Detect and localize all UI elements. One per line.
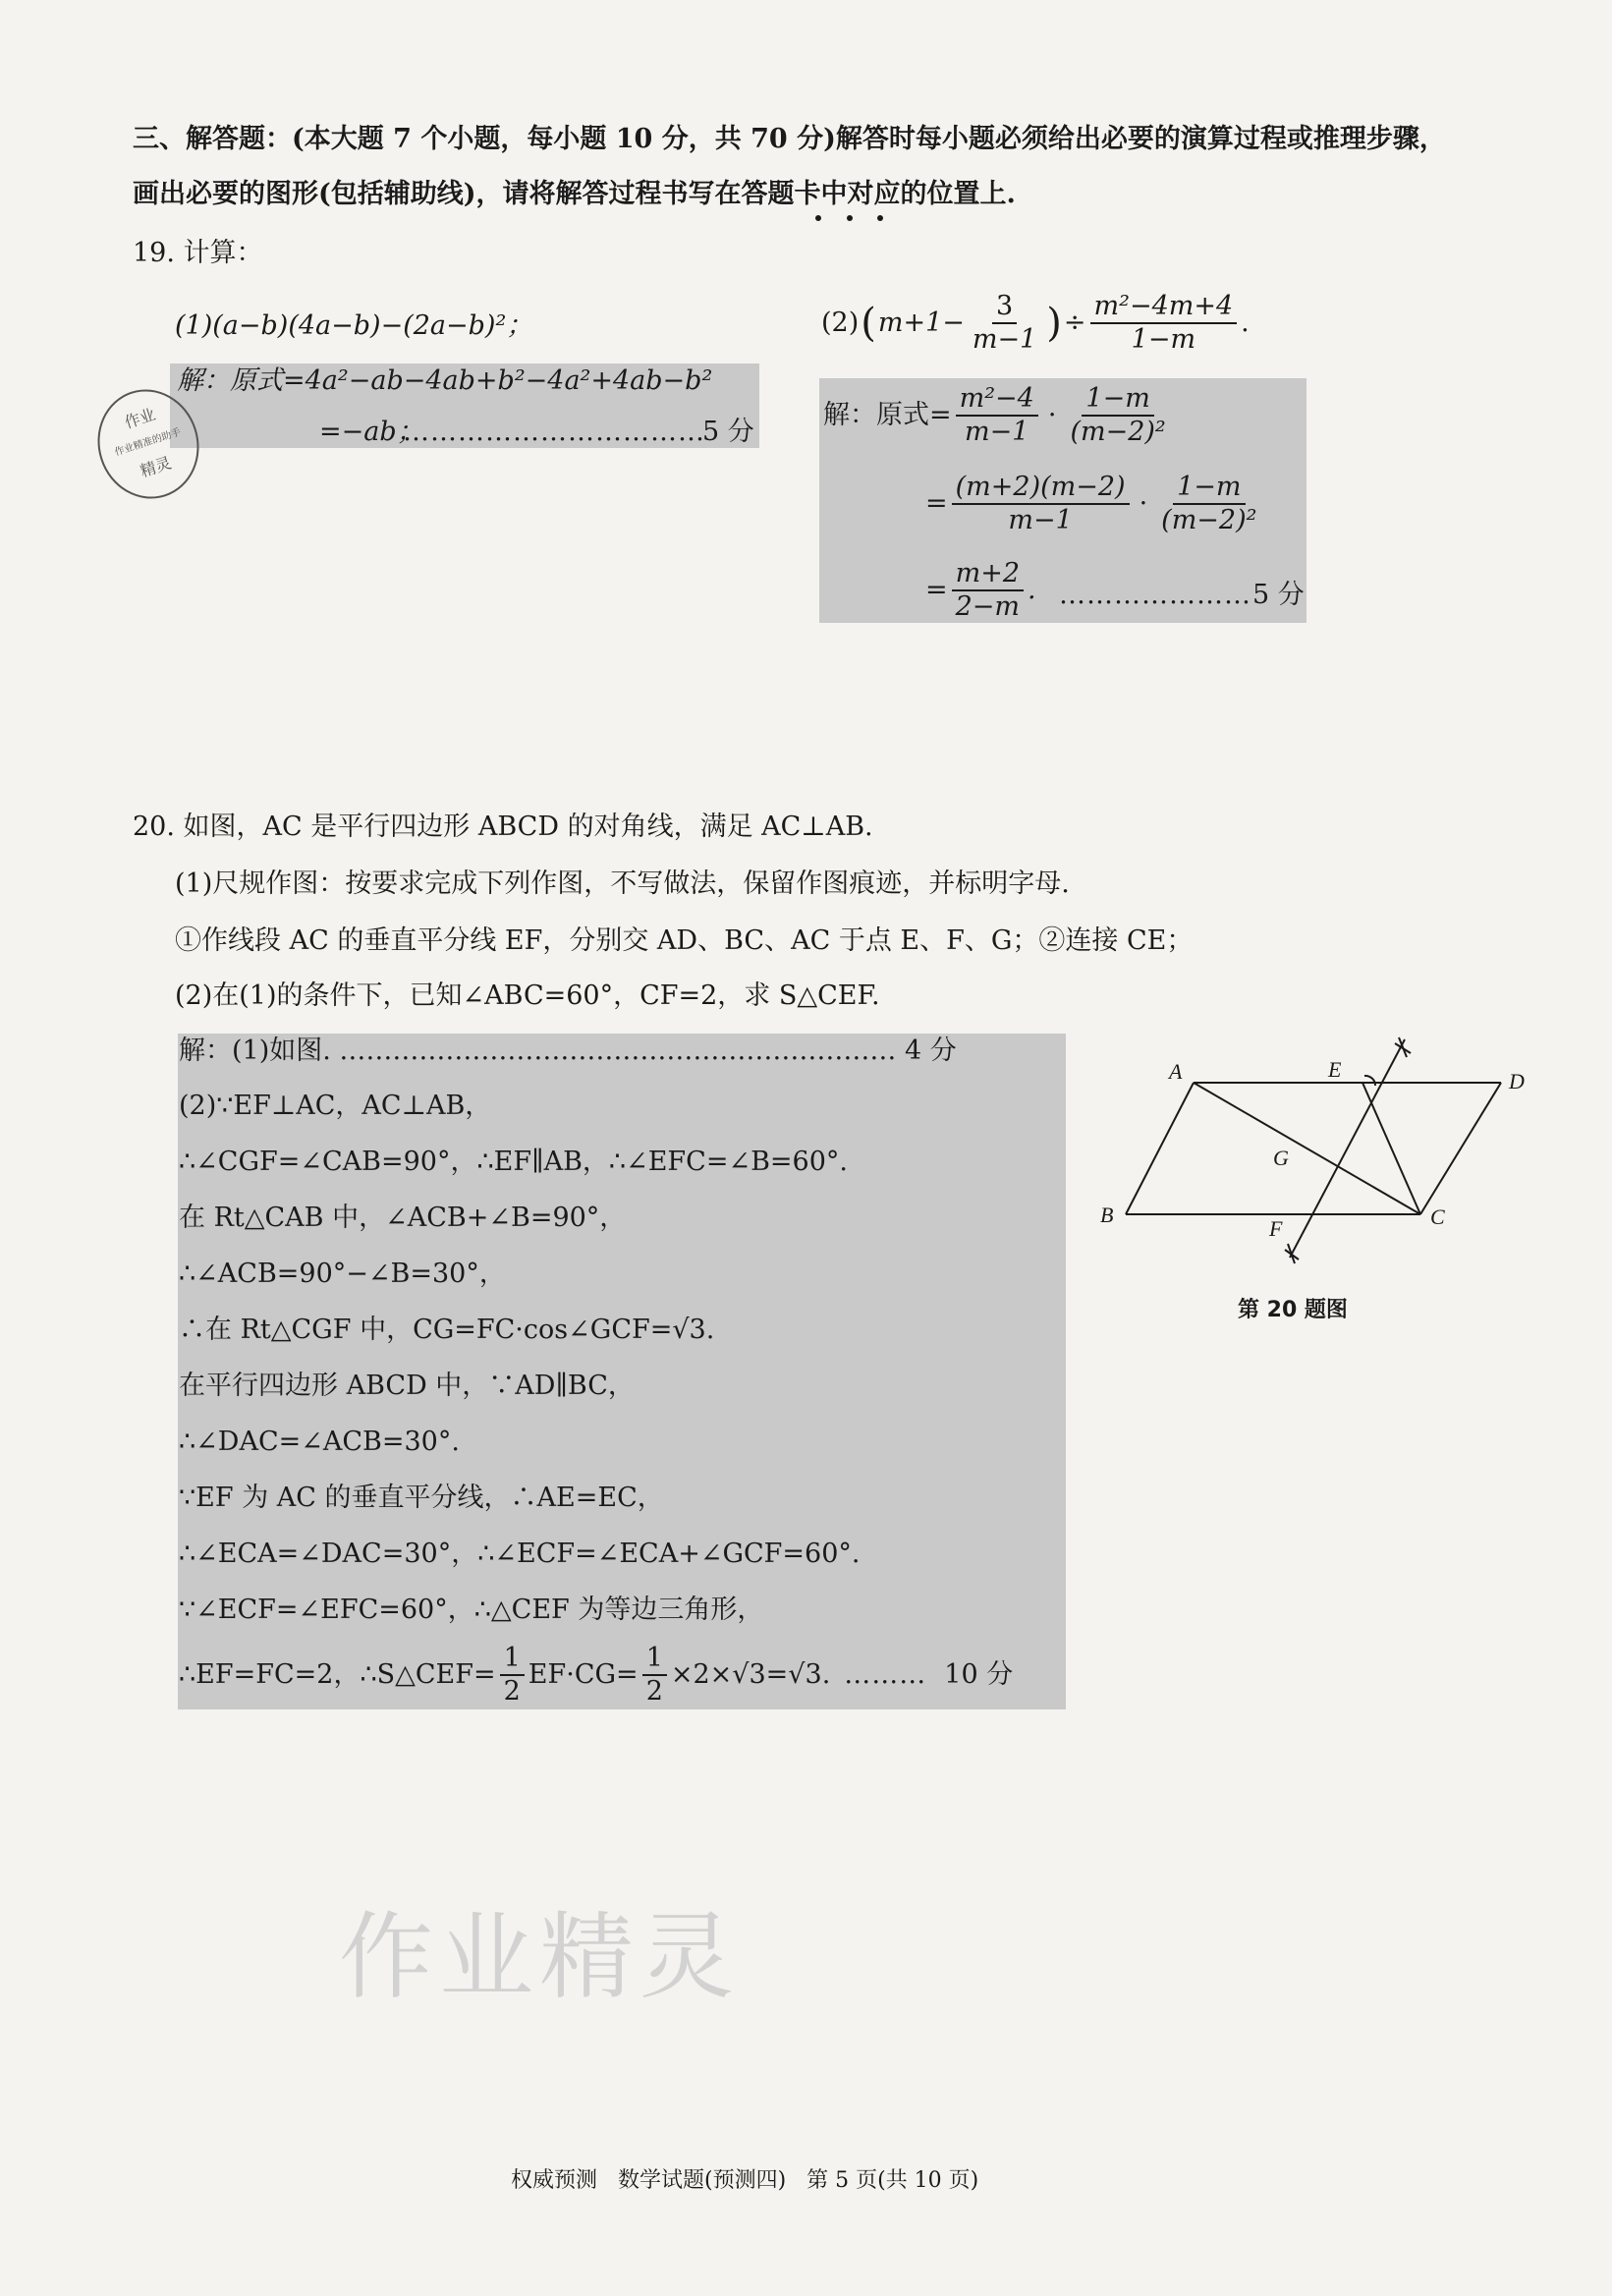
numerator: m²−4m+4 bbox=[1090, 291, 1238, 324]
q20-answer-line: 在平行四边形 ABCD 中，∵AD∥BC， bbox=[179, 1371, 635, 1401]
left-paren: ( bbox=[861, 301, 876, 346]
emphasis-dot bbox=[815, 215, 821, 221]
q20-answer-line: 解：(1)如图. ……………………………………………………… 4 分 bbox=[179, 1036, 957, 1066]
arc-mark bbox=[1364, 1076, 1375, 1086]
numerator: (m+2)(m−2) bbox=[952, 472, 1130, 505]
q20-answer-line: ∵EF 为 AC 的垂直平分线，∴AE=EC， bbox=[179, 1483, 664, 1513]
denominator: 2−m bbox=[955, 591, 1021, 622]
segment-AB bbox=[1126, 1083, 1194, 1214]
equals-sign: = bbox=[925, 575, 948, 605]
q19-part2-answer-line1 bbox=[823, 383, 1174, 448]
last-line-part-a: ∴EF=FC=2，∴S△CEF= bbox=[179, 1659, 496, 1690]
q20-answer-line: ∵∠ECF=∠EFC=60°，∴△CEF 为等边三角形， bbox=[179, 1595, 764, 1625]
q20-line1: 20. 如图，AC 是平行四边形 ABCD 的对角线，满足 AC⊥AB. bbox=[133, 812, 873, 842]
watermark: 作业精灵 bbox=[339, 1902, 740, 2012]
label-F: F bbox=[1269, 1216, 1283, 1241]
fraction bbox=[1090, 291, 1238, 356]
section-heading-line2: 画出必要的图形(包括辅助线)，请将解答过程书写在答题卡中对应的位置上. bbox=[133, 179, 1016, 209]
numerator: m+2 bbox=[952, 558, 1024, 591]
period: . bbox=[1241, 308, 1250, 338]
denominator: 2 bbox=[503, 1676, 521, 1707]
numerator: 1 bbox=[642, 1643, 667, 1676]
q19-label: 19. 计算： bbox=[133, 238, 263, 268]
diagonal-AC bbox=[1194, 1083, 1420, 1214]
fraction bbox=[952, 558, 1024, 623]
q19-part2-prefix: (2) bbox=[821, 308, 860, 338]
q19-part1-question: (1)(a−b)(4a−b)−(2a−b)²； bbox=[175, 310, 533, 341]
fraction bbox=[1157, 472, 1260, 536]
fraction bbox=[642, 1643, 667, 1708]
stamp-top-text: 作业 bbox=[122, 404, 158, 432]
q20-answer-line: ∴∠DAC=∠ACB=30°. bbox=[179, 1427, 460, 1457]
q19-part2-answer-line3 bbox=[925, 558, 1036, 623]
label-A: A bbox=[1169, 1059, 1183, 1084]
q20-answer-line: ∴∠CGF=∠CAB=90°，∴EF∥AB，∴∠EFC=∠B=60°. bbox=[179, 1147, 848, 1177]
q20-answer-line: ∴∠ACB=90°−∠B=30°， bbox=[179, 1259, 506, 1289]
fraction bbox=[969, 291, 1040, 356]
q20-line2: (1)尺规作图：按要求完成下列作图，不写做法，保留作图痕迹，并标明字母. bbox=[175, 868, 1070, 899]
q20-answer-line: (2)∵EF⊥AC，AC⊥AB， bbox=[179, 1091, 492, 1121]
label-E: E bbox=[1328, 1057, 1342, 1082]
denominator: 2 bbox=[645, 1676, 663, 1707]
answer-label: 解：原式= bbox=[823, 400, 952, 430]
fraction bbox=[500, 1643, 525, 1708]
q20-answer-line: 在 Rt△CAB 中，∠ACB+∠B=90°， bbox=[179, 1203, 627, 1233]
q19-part2-score: 5 分 bbox=[1252, 580, 1305, 610]
numerator: 3 bbox=[992, 291, 1017, 324]
q19-part2-dots: ………………… bbox=[1059, 580, 1251, 610]
multiply-dot: · bbox=[1047, 400, 1057, 430]
q19-part2-answer-line2 bbox=[925, 472, 1264, 536]
segment-DC bbox=[1420, 1083, 1501, 1214]
figure-caption: 第 20 题图 bbox=[1238, 1298, 1348, 1322]
q20-line3: ①作线段 AC 的垂直平分线 EF，分别交 AD、BC、AC 于点 E、F、G；②连接 CE； bbox=[175, 925, 1194, 956]
q19-part1-answer-line2: =−ab； bbox=[319, 417, 423, 447]
denominator: (m−2)² bbox=[1070, 417, 1166, 447]
last-line-part-b: EF·CG= bbox=[528, 1659, 639, 1690]
q19-part1-answer-line1: 解：原式=4a²−ab−4ab+b²−4a²+4ab−b² bbox=[177, 365, 713, 396]
equals-sign: = bbox=[925, 488, 948, 519]
fraction bbox=[956, 383, 1038, 448]
q19-part1-dots: …………………………… bbox=[403, 417, 705, 447]
label-G: G bbox=[1273, 1146, 1289, 1170]
q20-answer-line: ∴在 Rt△CGF 中，CG=FC·cos∠GCF=√3. bbox=[179, 1315, 715, 1345]
section-heading-line1: 三、解答题：(本大题 7 个小题，每小题 10 分，共 70 分)解答时每小题必须给出必要的演算过程或推理步骤， bbox=[133, 124, 1446, 154]
numerator: m²−4 bbox=[956, 383, 1038, 417]
denominator: m−1 bbox=[965, 417, 1029, 447]
page-footer: 权威预测 数学试题(预测四) 第 5 页(共 10 页) bbox=[511, 2168, 979, 2193]
q20-answer-line: ∴∠ECA=∠DAC=30°，∴∠ECF=∠ECA+∠GCF=60°. bbox=[179, 1539, 861, 1569]
denominator: (m−2)² bbox=[1161, 505, 1257, 535]
last-line-dots: ……… bbox=[844, 1659, 927, 1690]
fraction bbox=[952, 472, 1130, 536]
label-D: D bbox=[1509, 1069, 1525, 1093]
q19-part2-term: m+1− bbox=[877, 308, 965, 338]
numerator: 1 bbox=[500, 1643, 525, 1676]
q20-line4: (2)在(1)的条件下，已知∠ABC=60°，CF=2，求 S△CEF. bbox=[175, 980, 880, 1011]
right-paren: ) bbox=[1046, 301, 1062, 346]
stamp-middle-text: 作业精准的助手 bbox=[113, 426, 183, 459]
emphasis-dot bbox=[877, 215, 883, 221]
q20-figure bbox=[1081, 1022, 1552, 1277]
q19-part2-question bbox=[821, 291, 1250, 356]
emphasis-dot bbox=[847, 215, 853, 221]
fraction bbox=[1066, 383, 1169, 448]
denominator: m−1 bbox=[972, 324, 1037, 355]
stamp-bottom-text: 精灵 bbox=[138, 453, 174, 481]
divide-sign: ÷ bbox=[1063, 308, 1086, 338]
q20-answer-last-line bbox=[179, 1643, 1013, 1708]
numerator: 1−m bbox=[1173, 472, 1245, 505]
denominator: m−1 bbox=[1008, 505, 1073, 535]
label-C: C bbox=[1430, 1204, 1445, 1229]
last-line-part-c: ×2×√3=√3. bbox=[670, 1659, 831, 1690]
numerator: 1−m bbox=[1082, 383, 1153, 417]
q19-part1-score: 5 分 bbox=[702, 417, 754, 447]
period: . bbox=[1028, 575, 1036, 605]
denominator: 1−m bbox=[1131, 324, 1196, 355]
label-B: B bbox=[1100, 1203, 1114, 1227]
multiply-dot: · bbox=[1139, 488, 1148, 519]
last-line-score: 10 分 bbox=[944, 1659, 1014, 1690]
